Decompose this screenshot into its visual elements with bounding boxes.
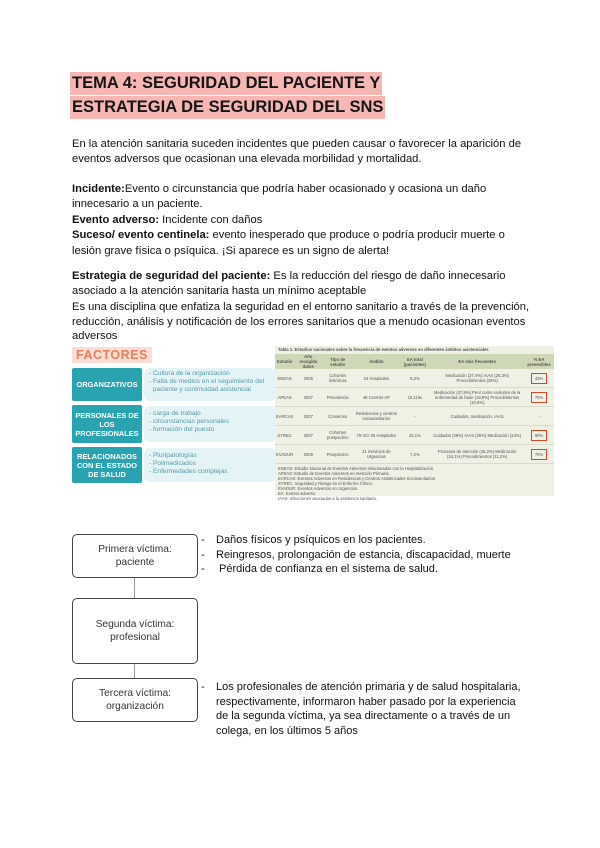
factor-item: - Pluripatologías <box>149 452 197 459</box>
footnote: APEAS: Estudio de Eventos Adversos en Atención Primaria. <box>278 471 390 476</box>
factor-items <box>144 406 276 442</box>
table-cell <box>524 369 554 388</box>
bullet-item <box>201 548 541 563</box>
bullet-text: de la segunda víctima, ya sea directamente o a través de un <box>216 710 511 722</box>
table-cell: 2007 <box>294 388 322 407</box>
bullet-dash: - <box>201 534 205 546</box>
table-header: Año recogida datos <box>294 354 322 369</box>
footnote: EARCAS: Eventos Adversos en Residencias y Centros Asistenciales Sociosanitarios. <box>278 476 437 481</box>
adverso-text: Incidente con daños <box>159 213 263 226</box>
incidente-term: Incidente: <box>72 183 125 195</box>
factor-items <box>144 448 276 482</box>
connector-line <box>134 576 135 598</box>
table-cell: 21 Servicios de Urgencias <box>353 445 399 464</box>
bullet-text: respectivamente, informaron haber pasado por la experiencia <box>216 695 516 708</box>
factor-item: paciente y continuidad asistencial <box>149 386 251 393</box>
centinela-text: evento inesperado que produce o podría producir muerte o <box>209 229 505 242</box>
table-cell: 48 Centros AP <box>353 388 399 407</box>
bullet-text: Daños físicos y psíquicos en los pacientes. <box>216 534 426 546</box>
factor-label: RELACIONADOS CON EL ESTADO DE SALUD <box>72 447 142 483</box>
factors-heading <box>72 346 152 364</box>
table-header: Ámbito <box>353 354 399 369</box>
factor-label: ORGANIZATIVOS <box>72 368 142 401</box>
factor-item: - Polimedicados <box>149 460 196 467</box>
table-cell <box>524 445 554 464</box>
table-row <box>275 407 554 426</box>
bullet-text: Pérdida de confianza en el sistema de salud. <box>216 563 438 575</box>
connector-line <box>134 662 135 678</box>
factor-item: - carga de trabajo <box>149 410 201 417</box>
bullet-dash: - <box>201 681 205 693</box>
table-cell: 79 UCI 25 Hospitales <box>353 426 399 445</box>
third-victim-bullets <box>201 680 541 738</box>
bullet-item <box>201 562 541 577</box>
factor-items <box>144 368 276 401</box>
def-centinela <box>72 228 542 243</box>
table-row <box>275 369 554 388</box>
strategy-term: Estrategia de seguridad del paciente: <box>72 270 271 282</box>
table-cell: 2005 <box>294 369 322 388</box>
victim-box-first <box>72 534 198 578</box>
bullet-item <box>201 533 541 548</box>
incidente-text: Evento o circunstancia que podría haber ocasionado y ocasiona un daño <box>124 183 487 195</box>
table-cell: Medicación (37,4%) IAAS (25,3%) Procedimientos (25%) <box>430 369 524 388</box>
highlighted-value: 70% <box>531 449 547 460</box>
factor-item: - formación del puesto <box>149 426 215 433</box>
table-cell: 24 Hospitales <box>353 369 399 388</box>
table-cell: 10,11‰ <box>400 388 431 407</box>
factor-row-personales <box>72 405 276 443</box>
footnote: SYREC: Seguridad y Riesgo en el Enfermo Crítico. <box>278 481 373 486</box>
bullet-dash: - <box>201 563 205 575</box>
strategy-line-5: adversos <box>72 329 118 342</box>
title-line-2: ESTRATEGIA DE SEGURIDAD DEL SNS <box>70 96 385 119</box>
strategy-text: Es la reducción del riesgo de daño innecesario <box>270 270 506 282</box>
table-cell: - <box>400 407 431 426</box>
footnote: EVADUR: Eventos Adversos en Urgencias. <box>278 486 358 491</box>
table-row <box>275 388 554 407</box>
factor-item: - Falta de medios en el seguimiento del <box>149 378 265 385</box>
table-cell: Cuidados (29%) IAAS (26%) Medicación (24%) <box>430 426 524 445</box>
bullet-dash: - <box>201 548 205 561</box>
table-row <box>275 445 554 464</box>
table-header: % EA prevenibles <box>524 354 554 369</box>
bullet-text: Reingresos, prolongación de estancia, discapacidad, muerte <box>216 548 511 561</box>
table-cell <box>524 426 554 445</box>
intro-line-1: En la atención sanitaria suceden incidentes que pueden causar o favorecer la aparición de <box>72 138 522 150</box>
table-cell: Cuidados, medicación, IAAS <box>430 407 524 426</box>
table-footnotes <box>275 464 554 503</box>
highlighted-value: 70% <box>531 392 547 403</box>
table-header: Estudio <box>275 354 294 369</box>
victim-label: Tercera víctima: organización <box>99 688 171 712</box>
strategy <box>72 269 542 344</box>
adverse-events-table-image <box>275 346 554 501</box>
bullet-item <box>201 680 541 738</box>
strategy-line-1 <box>72 269 542 284</box>
table-header: EA total (pacientes) <box>400 354 431 369</box>
strategy-line-4: reducción, análisis y notificación de los errores sanitarios que a menudo ocasionan eventos <box>72 316 526 329</box>
factor-item: - circunstancias personales <box>149 418 229 425</box>
table-cell: APEAS <box>275 388 294 407</box>
table-caption: Tabla 1. Estudios nacionales sobre la frecuencia de eventos adversos en diferentes ámbitos asistenciales <box>278 347 489 352</box>
highlighted-value: 90% <box>531 430 547 441</box>
adverso-term: Evento adverso: <box>72 213 160 226</box>
adverse-events-table <box>275 354 554 464</box>
factors-heading-text: FACTORES <box>72 347 152 363</box>
incidente-text-2: innecesario a un paciente. <box>72 198 203 211</box>
table-cell: SYREC <box>275 426 294 445</box>
footnote: ENEAS: Estudio Nacional de Eventos Adversos relacionados con la Hospitalización. <box>278 466 435 471</box>
table-header: EA más frecuentes <box>430 354 524 369</box>
strategy-line-3: Es una disciplina que enfatiza la seguridad en el entorno sanitario a través de la prevención, <box>72 300 530 313</box>
factor-label: PERSONALES DE LOS PROFESIONALES <box>72 405 142 443</box>
footnote: EA: Evento adverso. <box>278 491 317 496</box>
victim-box-third <box>72 678 198 722</box>
table-cell <box>524 388 554 407</box>
victim-label: Segunda víctima: profesional <box>95 619 175 643</box>
definitions <box>72 182 542 259</box>
centinela-term: Suceso/ evento centinela: <box>72 229 210 242</box>
factor-row-salud <box>72 447 276 483</box>
table-cell: Cohortes prospectivo <box>322 426 353 445</box>
table-cell: 2007 <box>294 407 322 426</box>
table-cell: Consenso <box>322 407 353 426</box>
def-incidente <box>72 182 542 197</box>
bullet-text: colega, en los últimos 5 años <box>216 724 358 737</box>
factor-item: - Enfermedades complejas <box>149 468 228 475</box>
table-cell: 33,1% <box>400 426 431 445</box>
table-cell: ENEAS <box>275 369 294 388</box>
victim-box-second <box>72 598 198 664</box>
bullet-text: Los profesionales de atención primaria y de salud hospitalaria, <box>216 681 521 693</box>
strategy-line-2: asociado a la atención sanitaria hasta un mínimo aceptable <box>72 285 367 298</box>
table-cell: 2007 <box>294 426 322 445</box>
table-cell: Medicación (47,8%) Peor curso evolutivo de la enfermedad de base (19,9%) Procedimientos (10,6%) <box>430 388 524 407</box>
table-cell: Prospectivo <box>322 445 353 464</box>
table-cell: Prevalencia <box>322 388 353 407</box>
table-cell: 7,2% <box>400 445 431 464</box>
table-cell: EVADUR <box>275 445 294 464</box>
intro-line-2: eventos adversos que ocasionan una elevada morbilidad y mortalidad. <box>72 153 422 166</box>
title-line-1: TEMA 4: SEGURIDAD DEL PACIENTE Y <box>70 72 382 95</box>
table-row <box>275 426 554 445</box>
centinela-text-2: lesión grave física o psíquica. ¡Si aparece es un signo de alerta! <box>72 244 390 257</box>
table-cell: 9,3% <box>400 369 431 388</box>
table-cell: Residencias y centros sociosanitarios <box>353 407 399 426</box>
page-title <box>70 72 385 119</box>
intro-paragraph <box>72 137 532 168</box>
table-header: Tipo de estudio <box>322 354 353 369</box>
bullet-text-block <box>216 680 521 738</box>
footnote: IAAS: Infecciones asociadas a la asistencia sanitaria. <box>278 496 377 501</box>
factor-item: - Cultura de la organización <box>149 370 230 377</box>
table-cell: EARCAS <box>275 407 294 426</box>
table-cell: Procesos de atención (46,2%) Medicación (24,1%) Procedimientos (11,2%) <box>430 445 524 464</box>
factor-row-organizativos <box>72 368 276 401</box>
table-cell: Cohortes históricas <box>322 369 353 388</box>
table-cell: 2009 <box>294 445 322 464</box>
def-evento-adverso <box>72 213 542 228</box>
first-victim-bullets <box>201 533 541 577</box>
highlighted-value: 43% <box>531 373 547 384</box>
victim-label: Primera víctima: paciente <box>98 544 172 568</box>
table-cell: - <box>524 407 554 426</box>
